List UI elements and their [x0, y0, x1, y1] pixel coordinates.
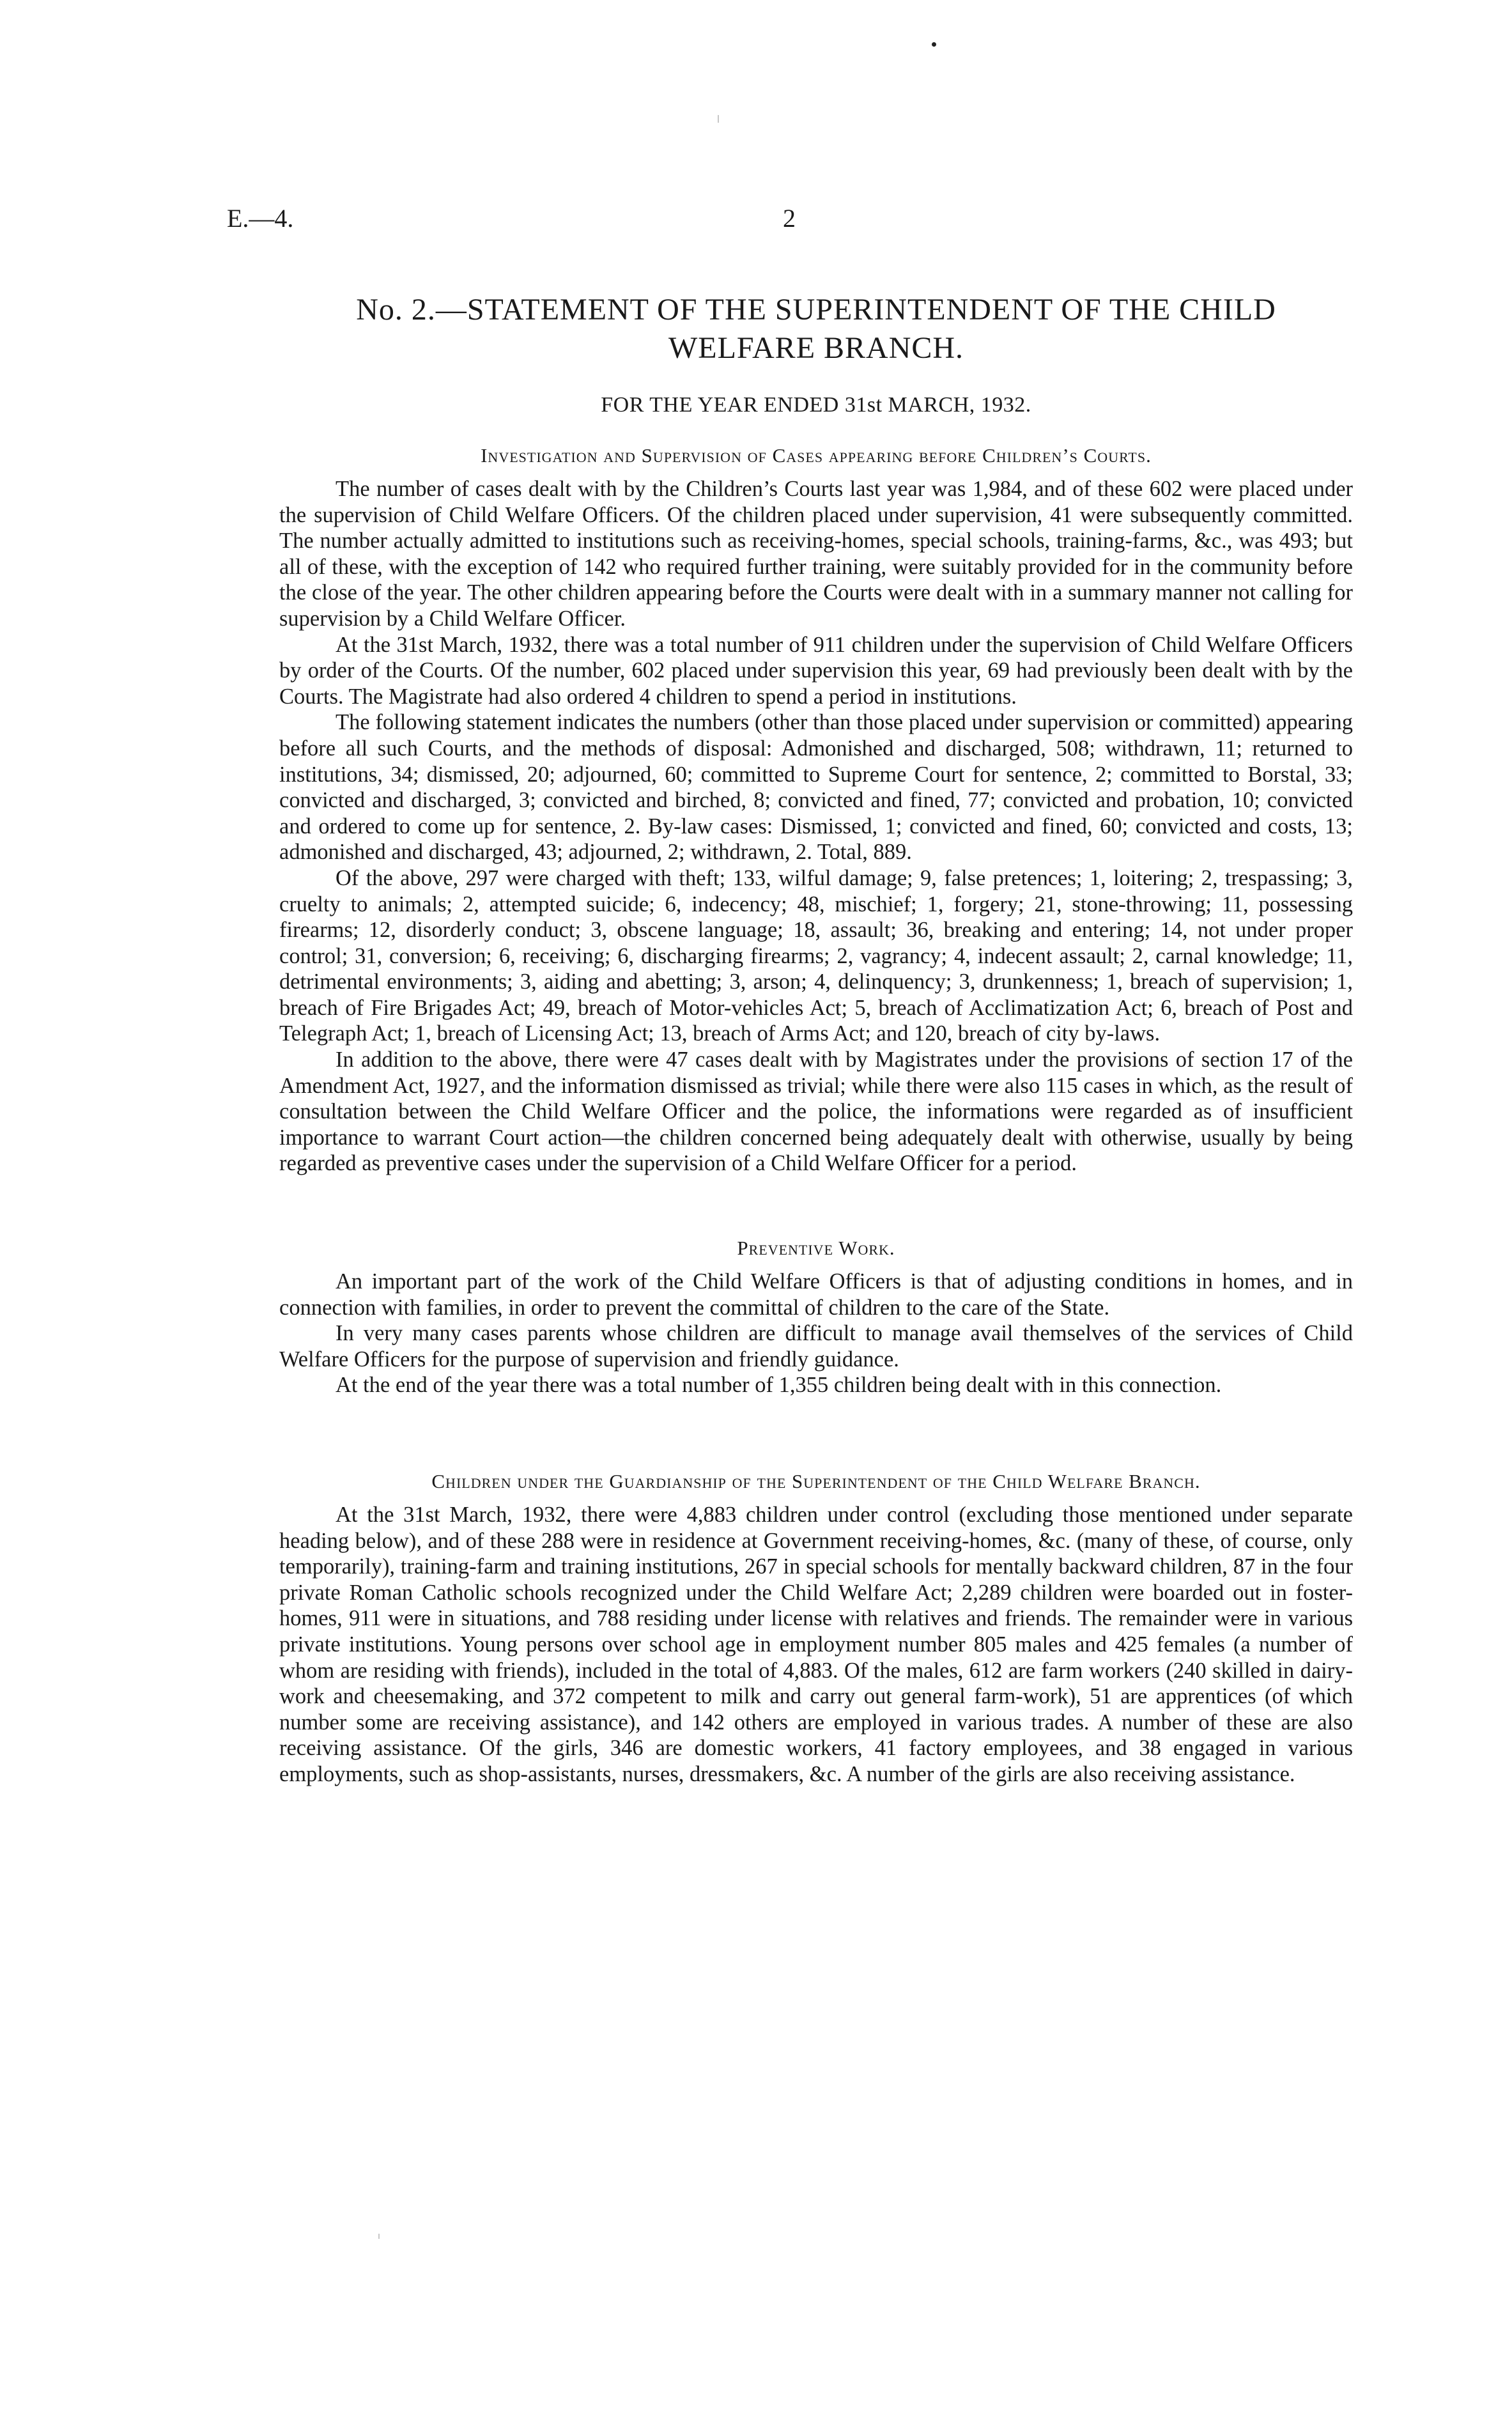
paragraph: Of the above, 297 were charged with theft; 133, wilful damage; 9, false pretences; 1, loitering; 2, trespassing; 3, cruelty to animals; 2, attempted suicide; 6, indecency; 48, mischief; 1, forgery; 21, stone-throwing; 11, possessing firearms; 12, disorderly conduct; 3, obscene language; 18, assault; 36, breaking and entering; 14, not under proper control; 31, conversion; 6, receiving; 6, discharging firearms; 2, vagrancy; 4, indecent assault; 2, carnal knowledge; 11, detrimental environments; 3, aiding and abetting; 3, arson; 4, delinquency; 3, drunkenness; 1, breach of supervision; 1, breach of Fire Brigades Act; 49, breach of Motor-vehicles Act; 5, breach of Acclimatization Act; 6, breach of Post and Telegraph Act; 1, breach of Licensing Act; 13, breach of Arms Act; and 120, breach of city by-laws.: [279, 865, 1353, 1046]
paragraph: In addition to the above, there were 47 cases dealt with by Magistrates under the provisions of section 17 of the Amendment Act, 1927, and the information dismissed as trivial; while there were also 115 cases in which, as the result of consultation between the Child Welfare Officer and the police, the informations were regarded as of insufficient importance to warrant Court action—the children concerned being adequately dealt with otherwise, usually by being regarded as preventive cases under the supervision of a Child Welfare Officer for a period.: [279, 1048, 1353, 1176]
page-number: 2: [783, 204, 796, 233]
scan-speck: [932, 42, 936, 47]
page-header: [227, 203, 1345, 242]
section-spacer: [279, 1398, 1353, 1469]
document-title: No. 2.—STATEMENT OF THE SUPERINTENDENT OF THE CHILD WELFARE BRANCH.: [356, 293, 1276, 365]
section-heading: Children under the Guardianship of the Superintendent of the Child Welfare Branch.: [431, 1470, 1201, 1492]
section-spacer: [279, 1177, 1353, 1235]
paragraph: In very many cases parents whose children are difficult to manage avail themselves of the services of Child Welfare Officers for the purpose of supervision and friendly guidance.: [279, 1321, 1353, 1372]
section-preventive-work: [279, 1235, 1353, 1398]
section-investigation: [279, 443, 1353, 1177]
document-body: [279, 291, 1353, 1788]
paragraph: At the 31st March, 1932, there was a total number of 911 children under the supervision of Child Welfare Officers by order of the Courts. Of the number, 602 placed under supervision this year, 69 had previously been dealt with by the Courts. The Magistrate had also ordered 4 children to spend a period in institutions.: [279, 632, 1353, 709]
section-guardianship: [279, 1469, 1353, 1788]
paragraph: At the 31st March, 1932, there were 4,883 children under control (excluding those mentioned under separate heading below), and of these 288 were in residence at Government receiving-homes, &c. (many of these, of course, only temporarily), training-farm and training institutions, 267 in special schools for mentally backward children, 87 in the four private Roman Catholic schools recognized under the Child Welfare Act; 2,289 children were boarded out in foster-homes, 911 were in situations, and 788 residing under license with relatives and friends. The remainder were in various private institutions. Young persons over school age in employment number 805 males and 425 females (a number of whom are residing with friends), included in the total of 4,883. Of the males, 612 are farm workers (240 skilled in dairy-work and cheesemaking, and 372 competent to milk and carry out general farm-work), 51 are apprentices (of which number some are receiving assistance), and 142 others are employed in various trades. A number of these are also receiving assistance. Of the girls, 346 are domestic workers, 41 factory employees, and 38 engaged in various employments, such as shop-assistants, nurses, dressmakers, &c. A number of the girls are also receiving assistance.: [279, 1503, 1353, 1786]
paragraph: At the end of the year there was a total number of 1,355 children being dealt with in this connection.: [336, 1373, 1222, 1398]
paragraph: The number of cases dealt with by the Children’s Courts last year was 1,984, and of these 602 were placed under the supervision of Child Welfare Officers. Of the children placed under supervision, 41 were subsequently committed. The number actually admitted to institutions such as receiving-homes, special schools, training-farms, &c., was 493; but all of these, with the exception of 142 who required further training, were suitably provided for in the community before the close of the year. The other children appearing before the Courts were dealt with in a summary manner not calling for supervision by a Child Welfare Officer.: [279, 477, 1353, 631]
paragraph: An important part of the work of the Child Welfare Officers is that of adjusting conditions in homes, and in connection with families, in order to prevent the committal of children to the care of the State.: [279, 1269, 1353, 1320]
paragraph: The following statement indicates the numbers (other than those placed under supervision or committed) appearing before all such Courts, and the methods of disposal: Admonished and discharged, 508; withdrawn, 11; returned to institutions, 34; dismissed, 20; adjourned, 60; committed to Supreme Court for sentence, 2; committed to Borstal, 33; convicted and discharged, 3; convicted and birched, 8; convicted and fined, 77; convicted and probation, 10; convicted and ordered to come up for sentence, 2. By-law cases: Dismissed, 1; convicted and fined, 60; convicted and costs, 13; admonished and discharged, 43; adjourned, 2; withdrawn, 2. Total, 889.: [279, 710, 1353, 865]
section-heading: Investigation and Supervision of Cases appearing before Children’s Courts.: [481, 444, 1152, 467]
document-reference: E.—4.: [227, 204, 294, 233]
scan-mark: [718, 115, 719, 123]
document-subtitle: FOR THE YEAR ENDED 31st MARCH, 1932.: [601, 393, 1031, 417]
section-heading: Preventive Work.: [737, 1237, 895, 1260]
scan-mark: [378, 2234, 380, 2239]
